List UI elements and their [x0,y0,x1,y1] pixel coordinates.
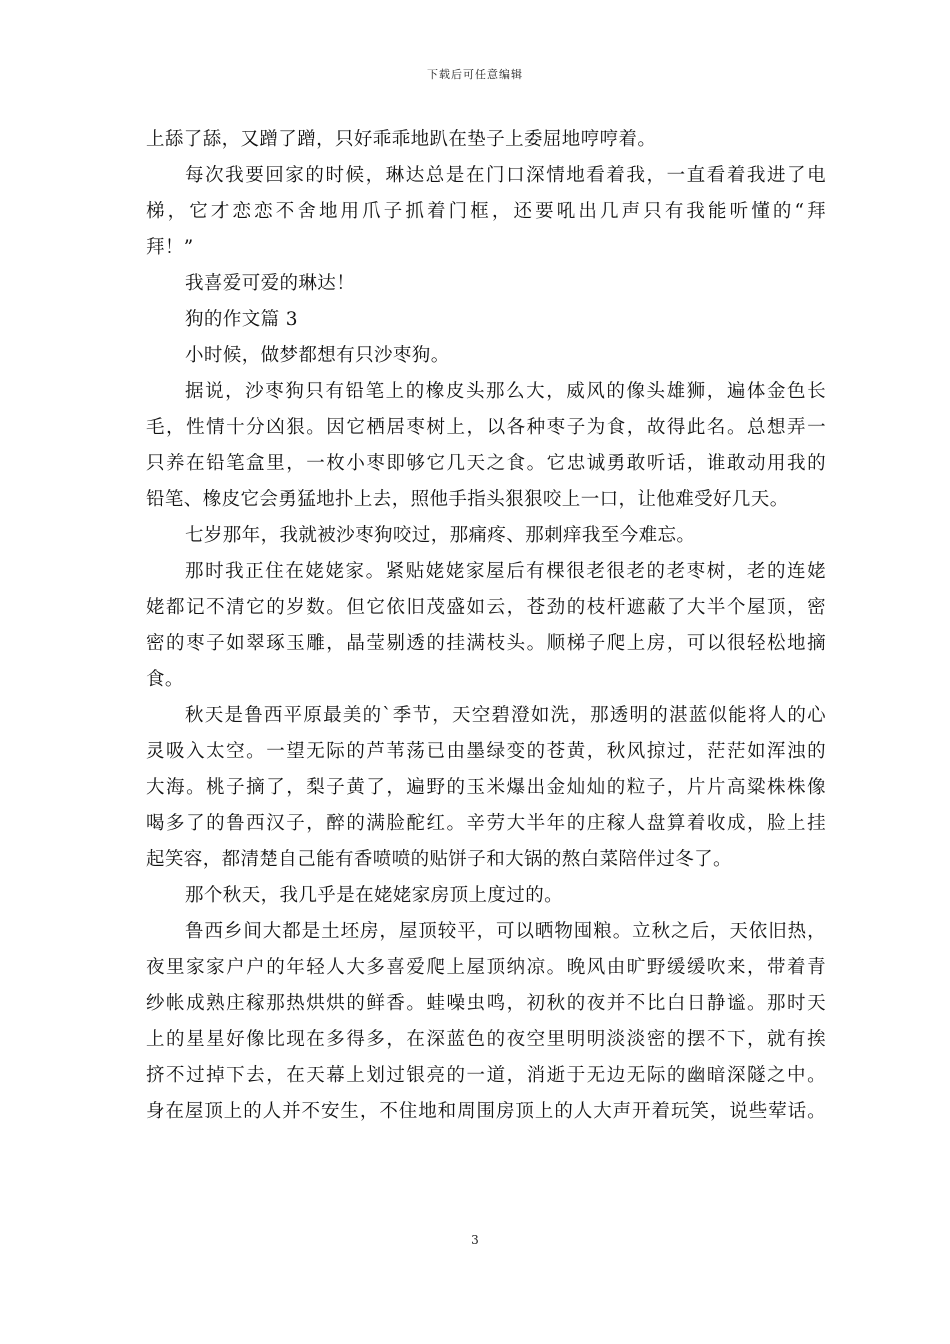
text-line: 上舔了舔，又蹭了蹭，只好乖乖地趴在垫子上委屈地哼哼着。 [146,129,657,150]
text-line: 大海。桃子摘了，梨子黄了，遍野的玉米爆出金灿灿的粒子，片片高粱株株像 [146,777,826,798]
paragraph [146,698,826,878]
text-line: 那时我正住在姥姥家。紧贴姥姥家屋后有棵很老很老的老枣树，老的连姥 [185,561,826,582]
text-line: 狗的作文篇 3 [185,309,298,330]
text-line: 鲁西乡间大都是土坯房，屋顶较平，可以晒物囤粮。立秋之后，天依旧热， [185,921,826,942]
document-body [146,122,826,1130]
section-title [146,302,826,338]
text-line: 起笑容，都清楚自己能有香喷喷的贴饼子和大锅的熬白菜陪伴过冬了。 [146,849,732,870]
text-line: 密的枣子如翠琢玉雕，晶莹剔透的挂满枝头。顺梯子爬上房，可以很轻松地摘 [146,633,826,654]
paragraph [146,338,826,374]
text-line: 纱帐成熟庄稼那热烘烘的鲜香。蛙噪虫鸣，初秋的夜并不比白日静谧。那时天 [146,993,826,1014]
text-line: 小时候，做梦都想有只沙枣狗。 [185,345,450,366]
paragraph [146,554,826,698]
paragraph [146,158,826,266]
text-line: 拜！” [146,237,194,258]
text-line: 铅笔、橡皮它会勇猛地扑上去，照他手指头狠狠咬上一口，让他难受好几天。 [146,489,789,510]
text-line: 那个秋天，我几乎是在姥姥家房顶上度过的。 [185,885,564,906]
text-line: 每次我要回家的时候，琳达总是在门口深情地看着我，一直看着我进了电 [185,165,826,186]
text-line: 据说，沙枣狗只有铅笔上的橡皮头那么大，威风的像头雄狮，遍体金色长 [185,381,826,402]
text-line: 七岁那年，我就被沙枣狗咬过，那痛疼、那刺痒我至今难忘。 [185,525,696,546]
text-line: 身在屋顶上的人并不安生，不住地和周围房顶上的人大声开着玩笑，说些荤话。 [146,1101,826,1122]
text-line: 夜里家家户户的年轻人大多喜爱爬上屋顶纳凉。晚风由旷野缓缓吹来，带着青 [146,957,826,978]
text-line: 喝多了的鲁西汉子，醉的满脸酡红。辛劳大半年的庄稼人盘算着收成，脸上挂 [146,813,826,834]
text-line: 毛，性情十分凶狠。因它栖居枣树上，以各种枣子为食，故得此名。总想弄一 [146,417,826,438]
text-line: 食。 [146,669,184,690]
page-number: 3 [471,1233,479,1247]
paragraph [146,374,826,518]
paragraph [146,122,826,158]
text-line: 灵吸入太空。一望无际的芦苇荡已由墨绿变的苍黄，秋风掠过，茫茫如浑浊的 [146,741,826,762]
text-line: 我喜爱可爱的琳达！ [185,273,356,294]
text-line: 上的星星好像比现在多得多，在深蓝色的夜空里明明淡淡密的摆不下，就有挨 [146,1029,826,1050]
paragraph [146,518,826,554]
paragraph [146,266,826,302]
text-line: 秋天是鲁西平原最美的`季节，天空碧澄如洗，那透明的湛蓝似能将人的心 [185,705,826,726]
page-header: 下载后可任意编辑 [427,68,523,81]
text-line: 姥都记不清它的岁数。但它依旧茂盛如云，苍劲的枝杆遮蔽了大半个屋顶，密 [146,597,826,618]
text-line: 挤不过掉下去，在天幕上划过银亮的一道，消逝于无边无际的幽暗深隧之中。 [146,1065,826,1086]
text-line: 只养在铅笔盒里，一枚小枣即够它几天之食。它忠诚勇敢听话，谁敢动用我的 [146,453,826,474]
paragraph [146,878,826,914]
text-line: 梯，它才恋恋不舍地用爪子抓着门框，还要吼出几声只有我能听懂的“拜 [146,201,826,222]
paragraph [146,914,826,1130]
